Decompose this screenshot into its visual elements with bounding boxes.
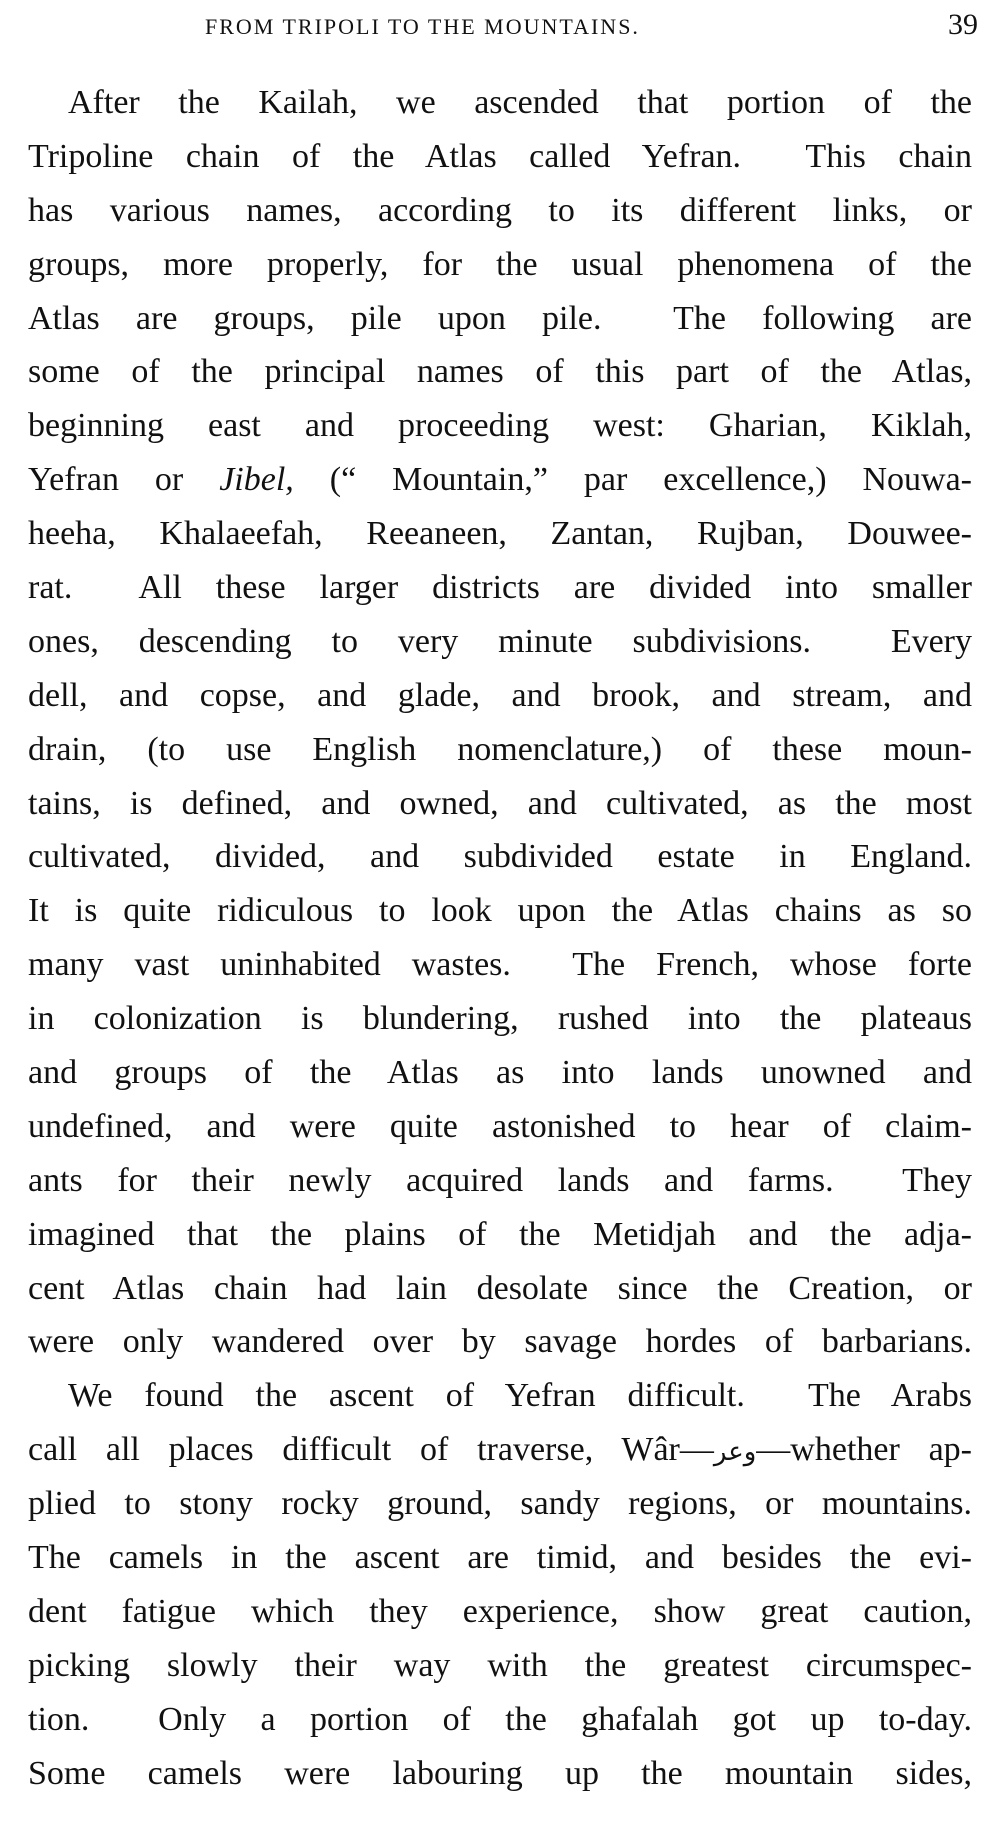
text-line: drain, (to use English nomenclature,) of these moun- — [28, 730, 972, 768]
running-title: FROM TRIPOLI TO THE MOUNTAINS. — [205, 14, 640, 39]
text-line: The camels in the ascent are timid, and besides the evi- — [28, 1539, 972, 1577]
text-line: in colonization is blundering, rushed into the plateaus — [28, 1000, 972, 1038]
text-line: rat. All these larger districts are divided into smaller — [28, 569, 972, 607]
paragraph — [28, 1369, 972, 1800]
italic-term: Jibel, — [219, 461, 294, 499]
text-line: dell, and copse, and glade, and brook, and stream, and — [28, 676, 972, 714]
text-line: plied to stony rocky ground, sandy regions, or mountains. — [28, 1485, 972, 1523]
text-line: tains, is defined, and owned, and cultivated, as the most — [28, 784, 972, 822]
text-line: cultivated, divided, and subdivided estate in England. — [28, 838, 972, 876]
text-line: cent Atlas chain had lain desolate since the Creation, or — [28, 1269, 972, 1307]
text-line: ants for their newly acquired lands and farms. They — [28, 1161, 972, 1199]
text-line: undefined, and were quite astonished to hear of claim- — [28, 1107, 972, 1145]
arabic-word: وعر — [713, 1437, 757, 1468]
text-line: We found the ascent of Yefran difficult. The Arabs — [68, 1377, 972, 1415]
text-line: It is quite ridiculous to look upon the Atlas chains as so — [28, 892, 972, 930]
text-line: Yefran or Jibel, (“ Mountain,” par excellence,) Nouwa- — [28, 461, 972, 499]
text-line: some of the principal names of this part of the Atlas, — [28, 353, 972, 391]
text-line: Some camels were labouring up the mountain sides, — [28, 1754, 972, 1792]
text-line: ones, descending to very minute subdivisions. Every — [28, 622, 972, 660]
text-line: dent fatigue which they experience, show great caution, — [28, 1592, 972, 1630]
text-line: has various names, according to its different links, or — [28, 191, 972, 229]
text-line: were only wandered over by savage hordes of barbarians. — [28, 1323, 972, 1361]
text-line: Atlas are groups, pile upon pile. The following are — [28, 299, 972, 337]
text-line: beginning east and proceeding west: Gharian, Kiklah, — [28, 407, 972, 445]
text-line: and groups of the Atlas as into lands unowned and — [28, 1054, 972, 1092]
text-line: tion. Only a portion of the ghafalah got up to-day. — [28, 1700, 972, 1738]
text-line: After the Kailah, we ascended that portion of the — [68, 84, 972, 121]
text-line: many vast uninhabited wastes. The French, whose forte — [28, 946, 972, 984]
running-head — [0, 8, 1000, 48]
body-text — [28, 76, 972, 1801]
text-line: picking slowly their way with the greatest circumspec- — [28, 1646, 972, 1684]
text-line: Tripoline chain of the Atlas called Yefran. This chain — [28, 137, 972, 175]
page-number: 39 — [948, 8, 978, 41]
text-line: call all places difficult of traverse, Wâr—وعر—whether ap- — [28, 1431, 972, 1469]
paragraph — [28, 76, 972, 1369]
text-line: imagined that the plains of the Metidjah and the adja- — [28, 1215, 972, 1253]
text-line: heeha, Khalaeefah, Reeaneen, Zantan, Rujban, Douwee- — [28, 515, 972, 553]
text-line: groups, more properly, for the usual phenomena of the — [28, 245, 972, 283]
